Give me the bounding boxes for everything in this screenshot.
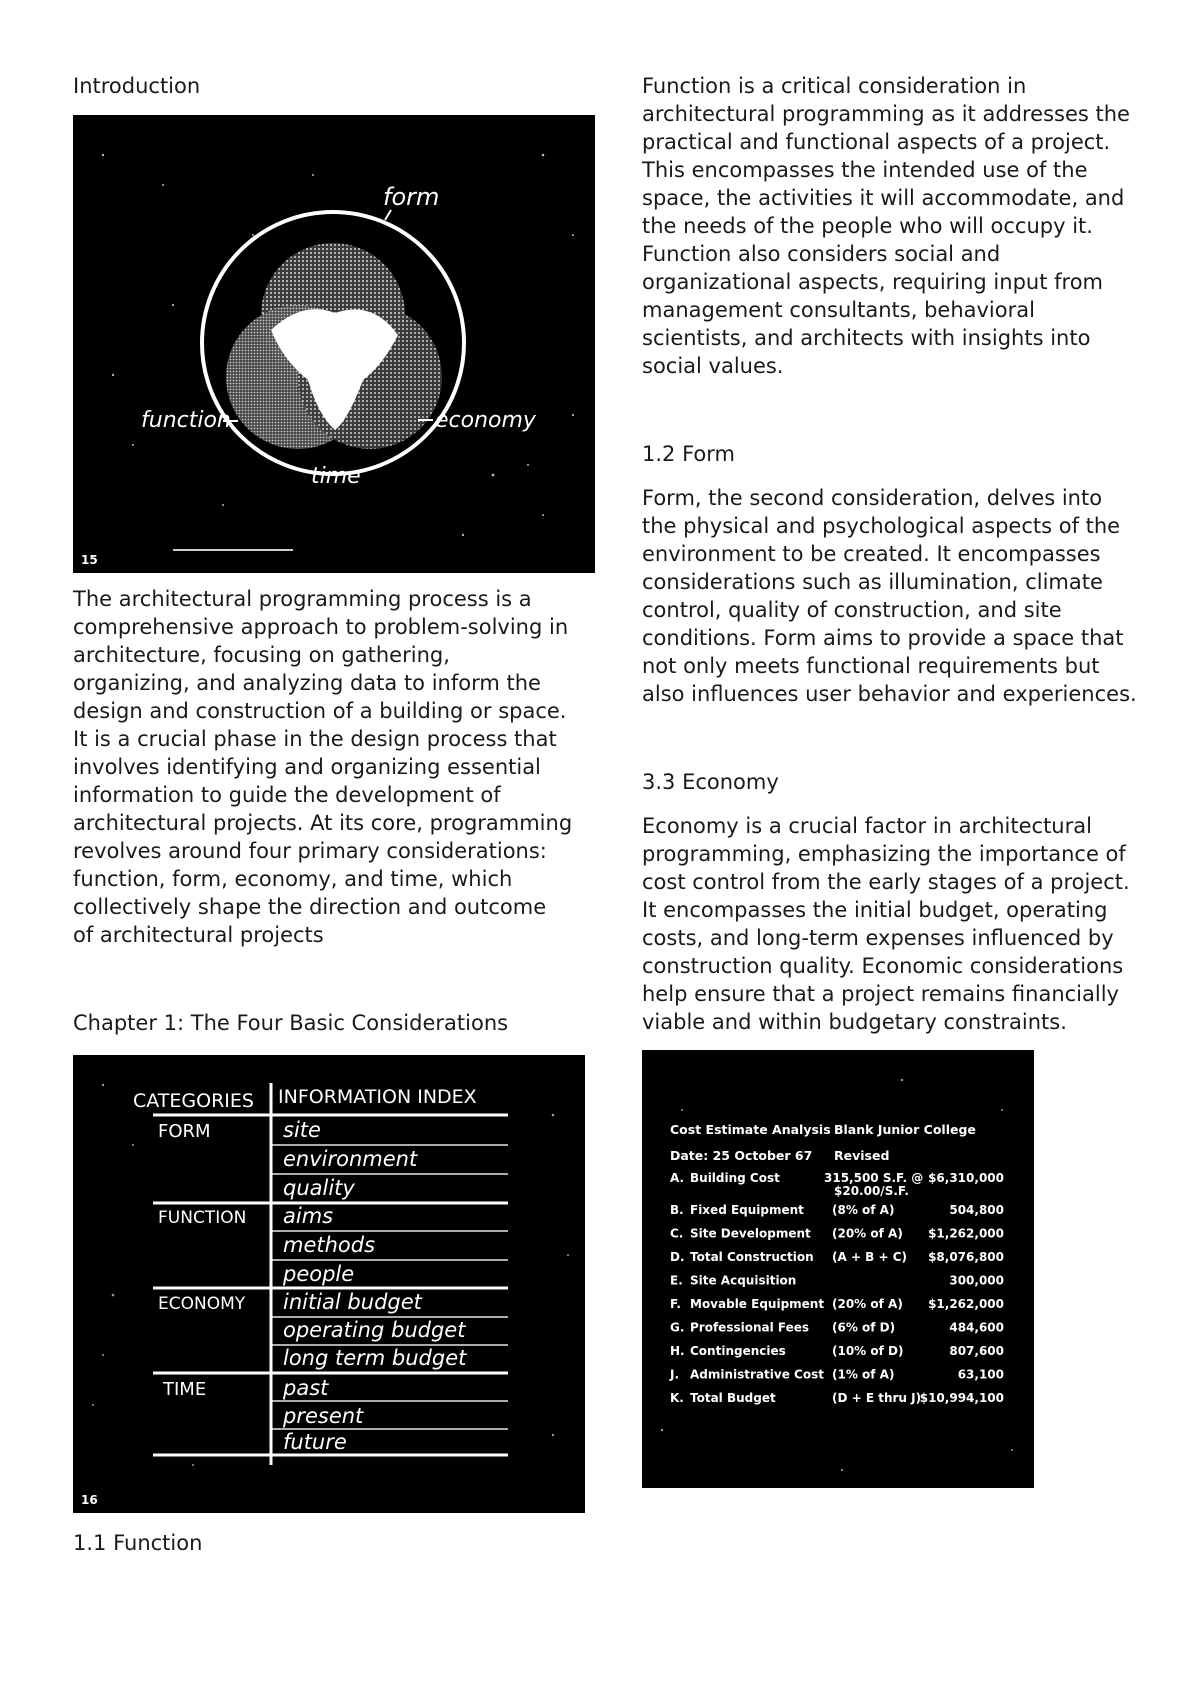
index-site: site <box>283 1118 321 1142</box>
chapter-1-heading: Chapter 1: The Four Basic Considerations <box>73 1011 509 1035</box>
cost-row-item: Site Development <box>690 1226 811 1241</box>
cost-row-amount: $8,076,800 <box>928 1250 1004 1264</box>
cost-row-basis: (A + B + C) <box>832 1250 908 1264</box>
form-paragraph: Form, the second consideration, delves into the physical and psychological aspects of the environment to be created. It encompasses considerations such as illumination, climate control, quality of construction, and site conditions. Form aims to provide a space that not only meets functional requirements but also influences user behavior and experiences. <box>642 486 1137 706</box>
cost-row-amount: $1,262,000 <box>928 1226 1004 1241</box>
figure-16-number: 16 <box>81 1493 98 1507</box>
cost-row-amount: $1,262,000 <box>928 1297 1004 1311</box>
cost-estimate-figure <box>642 1050 1034 1488</box>
figure-15-venn-diagram <box>73 115 595 573</box>
cost-estimate-svg <box>642 1050 1034 1488</box>
cost-row-basis: (D + E thru J) <box>832 1391 922 1405</box>
cost-project: Blank Junior College <box>834 1122 976 1137</box>
index-environment: environment <box>283 1147 418 1171</box>
cost-row-amount: $10,994,100 <box>919 1391 1004 1405</box>
index-people: people <box>283 1262 355 1286</box>
cost-row-amount: 63,100 <box>957 1367 1004 1382</box>
cost-row-amount: 504,800 <box>949 1203 1004 1217</box>
cost-row-letter: H. <box>670 1344 685 1358</box>
index-initial-budget: initial budget <box>283 1290 422 1314</box>
figure-15-number: 15 <box>81 553 98 567</box>
cost-row-item: Building Cost <box>690 1171 780 1185</box>
cost-row-item: Fixed Equipment <box>690 1203 804 1217</box>
cost-row-item: Total Budget <box>690 1391 776 1405</box>
cost-row-item: Contingencies <box>690 1344 786 1358</box>
cost-status: Revised <box>834 1148 890 1163</box>
right-column <box>642 72 1142 1488</box>
cost-title: Cost Estimate Analysis <box>670 1122 831 1137</box>
category-time: TIME <box>163 1379 207 1400</box>
cost-row-item: Total Construction <box>690 1250 814 1264</box>
introduction-heading: Introduction <box>73 74 201 98</box>
information-index-header: INFORMATION INDEX <box>278 1086 477 1108</box>
cost-row-basis: (10% of D) <box>832 1344 904 1358</box>
category-economy: ECONOMY <box>158 1294 246 1314</box>
cost-row-item: Site Acquisition <box>690 1273 797 1288</box>
cost-row-amount: $6,310,000 <box>928 1171 1004 1185</box>
categories-table-svg <box>73 1055 585 1513</box>
index-quality: quality <box>283 1176 355 1200</box>
function-label: function <box>141 408 231 433</box>
cost-rows <box>669 1171 1004 1405</box>
cost-row-basis: (20% of A) <box>832 1226 903 1241</box>
index-operating-budget: operating budget <box>283 1318 466 1342</box>
cost-row-basis: (8% of A) <box>832 1203 895 1217</box>
cost-row-letter: K. <box>670 1391 684 1405</box>
economy-paragraph: Economy is a crucial factor in architectural programming, emphasizing the importance of cost control from the early stages of a project. It encompasses the initial budget, operating costs, and long-term expenses influenced by construction quality. Economic considerations help ensure that a project remains financially viable and within budgetary constraints. <box>642 814 1130 1034</box>
cost-row-basis: 315,500 S.F. @ <box>824 1171 924 1185</box>
economy-label: economy <box>435 408 536 433</box>
cost-row-letter: F. <box>670 1297 681 1311</box>
cost-row-basis: (20% of A) <box>832 1297 903 1311</box>
left-column <box>73 72 573 1557</box>
cost-row-letter: C. <box>670 1226 684 1241</box>
form-heading: 1.2 Form <box>642 442 735 466</box>
index-methods: methods <box>283 1233 376 1257</box>
cost-row-amount: 484,600 <box>949 1320 1004 1335</box>
figure-16-categories-table <box>73 1055 585 1513</box>
cost-row-letter: G. <box>670 1320 685 1335</box>
venn-diagram-svg <box>73 115 595 573</box>
time-label: time <box>311 464 361 489</box>
cost-row-amount: 807,600 <box>949 1344 1004 1358</box>
economy-heading: 3.3 Economy <box>642 770 779 794</box>
cost-row-item: Administrative Cost <box>690 1367 824 1382</box>
category-function: FUNCTION <box>158 1208 247 1228</box>
index-past: past <box>283 1376 329 1400</box>
index-long-term-budget: long term budget <box>283 1346 467 1370</box>
cost-row-letter: J. <box>670 1367 680 1382</box>
function-heading: 1.1 Function <box>73 1531 203 1555</box>
cost-row-letter: B. <box>670 1203 684 1217</box>
cost-date: Date: 25 October 67 <box>670 1148 813 1163</box>
index-present: present <box>283 1404 364 1428</box>
cost-row-basis: (1% of A) <box>832 1367 895 1382</box>
cost-row-amount: 300,000 <box>949 1273 1004 1288</box>
category-form: FORM <box>158 1121 211 1142</box>
cost-row-item: Movable Equipment <box>690 1297 825 1311</box>
function-paragraph: Function is a critical consideration in architectural programming as it addresses the practical and functional aspects of a project. This encompasses the intended use of the space, the activities it will accommodate, and the needs of the people who will occupy it. Function also considers social and organizational aspects, requiring input from management consultants, behavioral scientists, and architects with insights into social values. <box>642 74 1130 378</box>
cost-row-letter: E. <box>670 1273 683 1288</box>
index-aims: aims <box>283 1204 334 1228</box>
cost-row-item: Professional Fees <box>690 1320 810 1335</box>
cost-row-basis-rate: $20.00/S.F. <box>834 1184 909 1198</box>
cost-row-basis: (6% of D) <box>832 1320 896 1335</box>
introduction-paragraph: The architectural programming process is a comprehensive approach to problem-solving in architecture, focusing on gathering, organizing, and analyzing data to inform the design and construction of a building or space. It is a crucial phase in the design process that involves identifying and organizing essential information to guide the development of architectural projects. At its core, programming revolves around four primary considerations: function, form, economy, and time, which collectively shape the direction and outcome of architectural projects <box>73 587 573 947</box>
cost-row-letter: A. <box>670 1171 685 1185</box>
form-label: form <box>383 183 440 211</box>
cost-row-letter: D. <box>670 1250 685 1264</box>
index-future: future <box>283 1430 347 1454</box>
categories-header: CATEGORIES <box>133 1090 254 1112</box>
